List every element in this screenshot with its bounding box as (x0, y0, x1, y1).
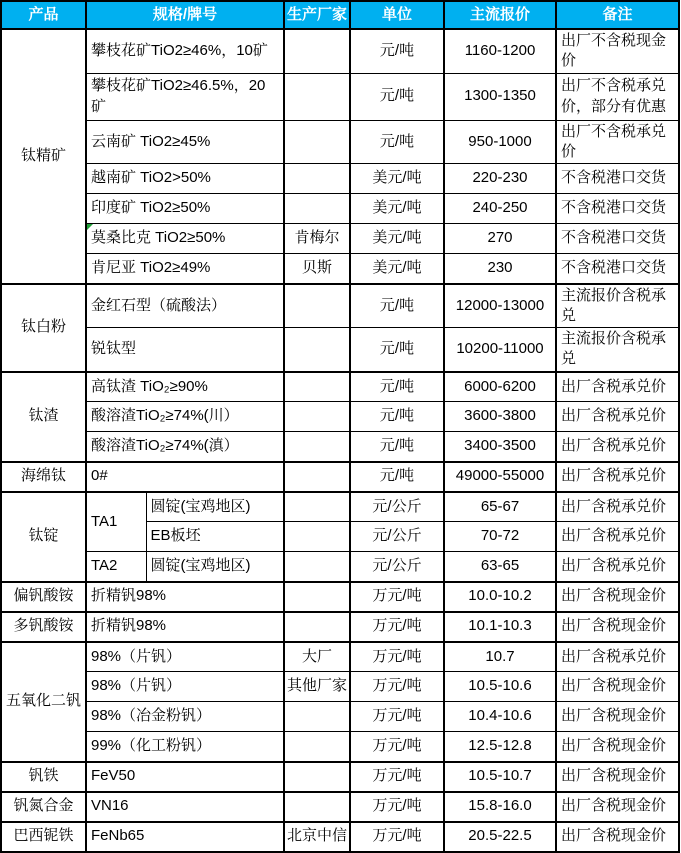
product-cell: 钛白粉 (1, 284, 86, 372)
unit-cell: 元/吨 (350, 372, 444, 402)
spec-cell: 印度矿 TiO2≥50% (86, 194, 284, 224)
product-cell: 钒氮合金 (1, 792, 86, 822)
unit-cell: 万元/吨 (350, 672, 444, 702)
table-row (1, 73, 679, 120)
table-row (1, 672, 679, 702)
maker-cell (284, 462, 350, 492)
note-cell: 出厂含税承兑价 (556, 492, 679, 522)
spec-cell: 98%（片钒） (86, 642, 284, 672)
price-cell: 63-65 (444, 552, 556, 582)
maker-cell (284, 164, 350, 194)
maker-cell (284, 492, 350, 522)
table-row (1, 732, 679, 762)
price-cell: 70-72 (444, 522, 556, 552)
note-cell: 不含税港口交货 (556, 254, 679, 284)
grade-cell: TA2 (86, 552, 146, 582)
maker-cell (284, 732, 350, 762)
note-cell: 出厂含税现金价 (556, 762, 679, 792)
maker-cell: 肯梅尔 (284, 224, 350, 254)
maker-cell: 贝斯 (284, 254, 350, 284)
maker-cell (284, 284, 350, 328)
price-cell: 10.5-10.6 (444, 672, 556, 702)
table-row (1, 642, 679, 672)
spec-cell: 云南矿 TiO2≥45% (86, 120, 284, 164)
table-row (1, 552, 679, 582)
table-row (1, 254, 679, 284)
unit-cell: 元/吨 (350, 328, 444, 372)
price-cell: 20.5-22.5 (444, 822, 556, 852)
note-cell: 不含税港口交货 (556, 224, 679, 254)
table-row (1, 224, 679, 254)
table-row (1, 762, 679, 792)
product-cell: 海绵钛 (1, 462, 86, 492)
unit-cell: 元/公斤 (350, 522, 444, 552)
unit-cell: 美元/吨 (350, 194, 444, 224)
note-cell: 出厂含税现金价 (556, 702, 679, 732)
header-maker: 生产厂家 (284, 1, 350, 29)
maker-cell (284, 73, 350, 120)
price-cell: 230 (444, 254, 556, 284)
unit-cell: 万元/吨 (350, 732, 444, 762)
price-cell: 1160-1200 (444, 29, 556, 73)
price-cell: 270 (444, 224, 556, 254)
spec-cell: 99%（化工粉钒） (86, 732, 284, 762)
spec-cell: 锐钛型 (86, 328, 284, 372)
note-cell: 不含税港口交货 (556, 164, 679, 194)
price-cell: 10.1-10.3 (444, 612, 556, 642)
note-cell: 出厂含税承兑价 (556, 372, 679, 402)
maker-cell (284, 29, 350, 73)
note-cell: 不含税港口交货 (556, 194, 679, 224)
table-row (1, 120, 679, 164)
maker-cell (284, 432, 350, 462)
spec-cell: EB板坯 (146, 522, 284, 552)
price-cell: 3400-3500 (444, 432, 556, 462)
header-unit: 单位 (350, 1, 444, 29)
maker-cell (284, 522, 350, 552)
price-cell: 49000-55000 (444, 462, 556, 492)
spec-cell: FeV50 (86, 762, 284, 792)
maker-cell: 大厂 (284, 642, 350, 672)
price-cell: 65-67 (444, 492, 556, 522)
unit-cell: 万元/吨 (350, 822, 444, 852)
spec-cell: 98%（冶金粉钒） (86, 702, 284, 732)
table-row (1, 194, 679, 224)
table-row (1, 372, 679, 402)
spec-cell (86, 224, 284, 254)
unit-cell: 元/吨 (350, 432, 444, 462)
unit-cell: 万元/吨 (350, 762, 444, 792)
spec-text: 莫桑比克 TiO2≥50% (91, 229, 226, 247)
table-row (1, 432, 679, 462)
table-row (1, 284, 679, 328)
maker-cell (284, 402, 350, 432)
header-spec: 规格/牌号 (86, 1, 284, 29)
note-cell: 出厂含税现金价 (556, 672, 679, 702)
unit-cell: 元/公斤 (350, 552, 444, 582)
product-cell: 钛渣 (1, 372, 86, 462)
price-cell: 10.7 (444, 642, 556, 672)
table-row (1, 582, 679, 612)
unit-cell: 万元/吨 (350, 582, 444, 612)
note-cell: 出厂含税现金价 (556, 792, 679, 822)
spec-cell: 金红石型（硫酸法） (86, 284, 284, 328)
price-cell: 6000-6200 (444, 372, 556, 402)
unit-cell: 元/吨 (350, 402, 444, 432)
maker-cell (284, 762, 350, 792)
maker-cell (284, 702, 350, 732)
maker-cell: 北京中信 (284, 822, 350, 852)
price-cell: 1300-1350 (444, 73, 556, 120)
header-note: 备注 (556, 1, 679, 29)
spec-cell: VN16 (86, 792, 284, 822)
table-row (1, 822, 679, 852)
note-cell: 出厂含税承兑价 (556, 642, 679, 672)
spec-cell: 越南矿 TiO2>50% (86, 164, 284, 194)
price-cell: 10200-11000 (444, 328, 556, 372)
spec-cell: 高钛渣 TiO₂≥90% (86, 372, 284, 402)
note-cell: 出厂不含税现金价 (556, 29, 679, 73)
maker-cell (284, 120, 350, 164)
table-row (1, 702, 679, 732)
note-cell: 出厂含税现金价 (556, 822, 679, 852)
product-cell: 五氧化二钒 (1, 642, 86, 762)
table-row (1, 612, 679, 642)
unit-cell: 美元/吨 (350, 224, 444, 254)
spec-cell: 折精钒98% (86, 582, 284, 612)
table-row (1, 792, 679, 822)
table-row (1, 402, 679, 432)
unit-cell: 元/吨 (350, 462, 444, 492)
price-cell: 950-1000 (444, 120, 556, 164)
price-cell: 12.5-12.8 (444, 732, 556, 762)
note-cell: 出厂含税现金价 (556, 732, 679, 762)
maker-cell (284, 792, 350, 822)
table-row (1, 164, 679, 194)
spec-cell: 酸溶渣TiO₂≥74%(滇） (86, 432, 284, 462)
product-cell: 钛精矿 (1, 29, 86, 284)
unit-cell: 元/公斤 (350, 492, 444, 522)
unit-cell: 万元/吨 (350, 642, 444, 672)
spec-cell: 折精钒98% (86, 612, 284, 642)
maker-cell (284, 582, 350, 612)
product-cell: 多钒酸铵 (1, 612, 86, 642)
spec-cell: 攀枝花矿TiO2≥46%，10矿 (86, 29, 284, 73)
note-cell: 出厂含税现金价 (556, 582, 679, 612)
note-cell: 出厂含税现金价 (556, 612, 679, 642)
header-price: 主流报价 (444, 1, 556, 29)
price-cell: 15.8-16.0 (444, 792, 556, 822)
unit-cell: 美元/吨 (350, 164, 444, 194)
note-cell: 出厂含税承兑价 (556, 432, 679, 462)
price-cell: 12000-13000 (444, 284, 556, 328)
unit-cell: 万元/吨 (350, 792, 444, 822)
table-row (1, 328, 679, 372)
price-cell: 220-230 (444, 164, 556, 194)
note-cell: 出厂不含税承兑价 (556, 120, 679, 164)
note-cell: 出厂含税承兑价 (556, 402, 679, 432)
grade-cell: TA1 (86, 492, 146, 552)
price-cell: 240-250 (444, 194, 556, 224)
table-row (1, 462, 679, 492)
note-cell: 出厂含税承兑价 (556, 462, 679, 492)
unit-cell: 元/吨 (350, 120, 444, 164)
maker-cell (284, 612, 350, 642)
note-cell: 出厂含税承兑价 (556, 522, 679, 552)
note-cell: 出厂不含税承兑价，部分有优惠 (556, 73, 679, 120)
spec-cell: 攀枝花矿TiO2≥46.5%，20矿 (86, 73, 284, 120)
table-row (1, 492, 679, 522)
spec-cell: 0# (86, 462, 284, 492)
unit-cell: 元/吨 (350, 284, 444, 328)
spec-cell: 98%（片钒） (86, 672, 284, 702)
unit-cell: 万元/吨 (350, 702, 444, 732)
note-cell: 主流报价含税承兑 (556, 328, 679, 372)
product-cell: 巴西铌铁 (1, 822, 86, 852)
unit-cell: 万元/吨 (350, 612, 444, 642)
price-cell: 10.0-10.2 (444, 582, 556, 612)
spec-cell: FeNb65 (86, 822, 284, 852)
unit-cell: 元/吨 (350, 73, 444, 120)
spec-cell: 圆锭(宝鸡地区) (146, 552, 284, 582)
header-row (1, 1, 679, 29)
maker-cell (284, 328, 350, 372)
price-cell: 3600-3800 (444, 402, 556, 432)
maker-cell (284, 194, 350, 224)
comment-flag-icon (87, 224, 93, 230)
spec-cell: 酸溶渣TiO₂≥74%(川） (86, 402, 284, 432)
maker-cell (284, 552, 350, 582)
table-row (1, 29, 679, 73)
maker-cell (284, 372, 350, 402)
unit-cell: 元/吨 (350, 29, 444, 73)
header-product: 产品 (1, 1, 86, 29)
spec-cell: 肯尼亚 TiO2≥49% (86, 254, 284, 284)
price-cell: 10.4-10.6 (444, 702, 556, 732)
product-cell: 钒铁 (1, 762, 86, 792)
maker-cell: 其他厂家 (284, 672, 350, 702)
price-cell: 10.5-10.7 (444, 762, 556, 792)
unit-cell: 美元/吨 (350, 254, 444, 284)
product-cell: 偏钒酸铵 (1, 582, 86, 612)
product-cell: 钛锭 (1, 492, 86, 582)
note-cell: 出厂含税承兑价 (556, 552, 679, 582)
spec-cell: 圆锭(宝鸡地区) (146, 492, 284, 522)
note-cell: 主流报价含税承兑 (556, 284, 679, 328)
